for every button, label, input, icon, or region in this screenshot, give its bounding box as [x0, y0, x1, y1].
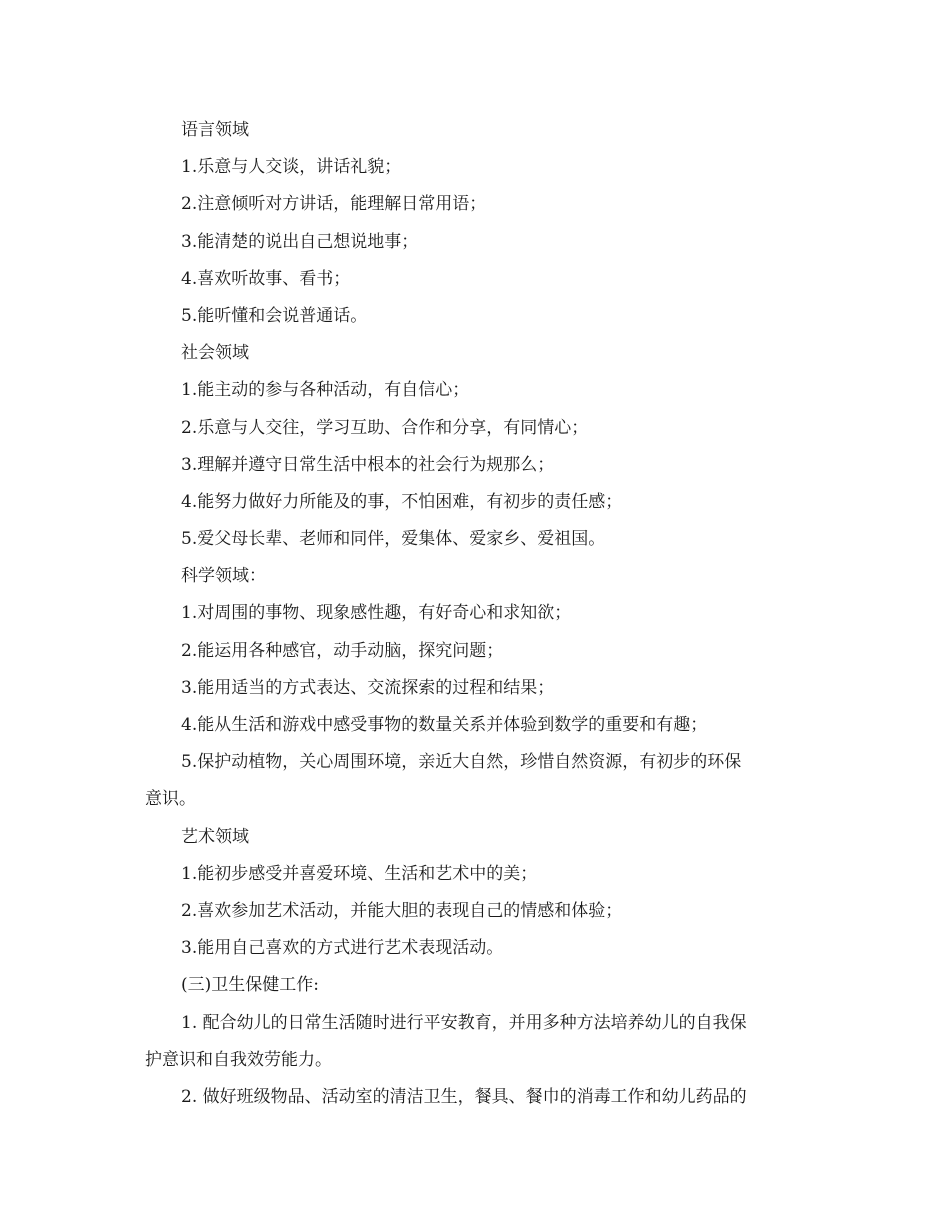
science-item: 3.能用适当的方式表达、交流探索的过程和结果；	[181, 677, 555, 698]
science-item-5-line-1: 5.保护动植物，关心周围环境，亲近大自然，珍惜自然资源，有初步的环保	[181, 752, 742, 773]
language-item: 4.喜欢听故事、看书；	[181, 268, 351, 289]
social-heading: 社会领域	[181, 343, 249, 364]
language-heading: 语言领域	[181, 120, 249, 140]
health-item-2-line-1: 2. 做好班级物品、活动室的清洁卫生，餐具、餐巾的消毒工作和幼儿药品的	[181, 1086, 747, 1107]
science-item: 1.对周围的事物、现象感性趣，有好奇心和求知欲；	[181, 603, 572, 624]
science-item-5-line-2: 意识。	[145, 789, 196, 810]
health-item-1-line-1: 1. 配合幼儿的日常生活随时进行平安教育，并用多种方法培养幼儿的自我保	[181, 1012, 747, 1033]
science-heading: 科学领域：	[181, 566, 266, 587]
art-item: 1.能初步感受并喜爱环境、生活和艺术中的美；	[181, 863, 538, 884]
language-item: 3.能清楚的说出自己想说地事；	[181, 231, 419, 252]
social-item: 1.能主动的参与各种活动，有自信心；	[181, 380, 470, 401]
social-item: 3.理解并遵守日常生活中根本的社会行为规那么；	[181, 454, 555, 475]
social-item: 2.乐意与人交往，学习互助、合作和分享，有同情心；	[181, 417, 589, 438]
language-item: 1.乐意与人交谈，讲话礼貌；	[181, 157, 402, 178]
language-item: 5.能听懂和会说普通话。	[181, 305, 368, 326]
science-item: 2.能运用各种感官，动手动脑，探究问题；	[181, 640, 504, 661]
science-item: 4.能从生活和游戏中感受事物的数量关系并体验到数学的重要和有趣；	[181, 715, 708, 735]
social-item: 4.能努力做好力所能及的事，不怕困难，有初步的责任感；	[181, 491, 623, 512]
health-heading: (三)卫生保健工作:	[181, 975, 319, 996]
art-item: 3.能用自己喜欢的方式进行艺术表现活动。	[181, 938, 504, 959]
document-body	[145, 112, 810, 1116]
social-item: 5.爱父母长辈、老师和同伴，爱集体、爱家乡、爱祖国。	[181, 529, 606, 550]
art-item: 2.喜欢参加艺术活动，并能大胆的表现自己的情感和体验；	[181, 900, 623, 921]
language-item: 2.注意倾听对方讲话，能理解日常用语；	[181, 194, 487, 215]
health-item-1-line-2: 护意识和自我效劳能力。	[145, 1049, 332, 1070]
art-heading: 艺术领域	[181, 826, 249, 847]
